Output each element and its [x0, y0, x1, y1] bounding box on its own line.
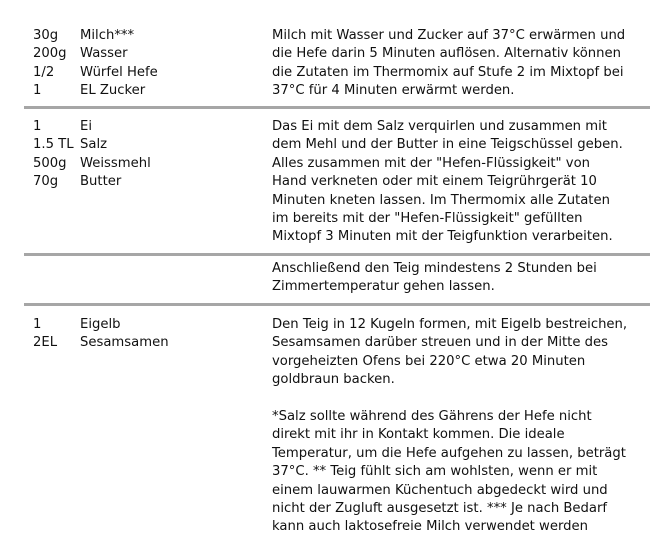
ingredient-name: Ei [80, 119, 92, 134]
ingredient-amount: 1 [33, 83, 42, 99]
instruction-paragraph: Anschließend den Teig mindestens 2 Stunden bei Zimmertemperatur gehen lassen. [272, 261, 597, 295]
ingredient-name: Butter [80, 174, 122, 190]
ingredient-list [24, 260, 272, 299]
ingredient-name: Weissmehl [80, 155, 151, 171]
ingredient-amount: 1 [33, 119, 42, 134]
ingredient-row [24, 45, 272, 63]
ingredient-row [24, 334, 272, 352]
ingredient-name: Eigelb [80, 317, 121, 332]
ingredient-amount: 200g [33, 46, 67, 62]
ingredient-amount: 2EL [33, 335, 58, 351]
ingredient-name: Sesamsamen [80, 335, 169, 351]
ingredient-row [24, 316, 272, 334]
ingredient-amount: 1.5 TL [33, 137, 74, 153]
ingredient-list [24, 316, 272, 537]
instruction-paragraph: Das Ei mit dem Salz verquirlen und zusammen mit dem Mehl und der Butter in eine Teigschüssel geben. Alles zusammen mit der "Hefen-Flüssigkeit" von Hand verkneten oder mit einem Teigrührgerät 10 Minuten kneten lassen. Im Thermomix alle Zutaten im bereits mit der "Hefen-Flüssigkeit" gefüllten Mixtopf 3 Minuten mit der Teigfunktion verarbeiten. [272, 119, 623, 245]
ingredient-amount: 1 [33, 317, 42, 332]
ingredient-list [24, 118, 272, 248]
section-divider [24, 253, 650, 256]
ingredient-list [24, 27, 272, 106]
ingredient-row [24, 118, 272, 136]
recipe-section-1 [24, 27, 650, 106]
instruction-paragraph: Milch mit Wasser und Zucker auf 37°C erwärmen und die Hefe darin 5 Minuten auflösen. Alternativ können die Zutaten im Thermomix auf Stufe 2 im Mixtopf bei 37°C für 4 Minuten erwärmt werden. [272, 28, 626, 99]
ingredient-amount: 1/2 [33, 64, 55, 80]
footnote-paragraph: *Salz sollte während des Gährens der Hefe nicht direkt mit ihr in Kontakt kommen. Die ideale Temperatur, um die Hefe aufgehen zu lassen, beträgt 37°C. ** Teig fühlt sich am wohlsten, wenn er mit einem lauwarmen Küchentuch abgedeckt wird und nicht der Zugluft ausgesetzt ist. *** Je nach Bedarf kann auch laktosefreie Milch verwendet werden [272, 409, 626, 535]
recipe-section-2 [24, 118, 650, 248]
ingredient-amount: 30g [33, 28, 59, 43]
instruction-text [272, 27, 628, 106]
recipe-section-4 [24, 316, 650, 537]
ingredient-name: Wasser [80, 46, 128, 62]
ingredient-row [24, 82, 272, 100]
ingredient-row [24, 155, 272, 173]
ingredient-name: Salz [80, 137, 108, 153]
ingredient-row [24, 27, 272, 45]
section-divider [24, 303, 650, 306]
section-divider [24, 106, 650, 109]
recipe-section-3 [24, 260, 650, 299]
ingredient-name: Würfel Hefe [80, 64, 158, 80]
ingredient-name: EL Zucker [80, 83, 146, 99]
ingredient-name: Milch*** [80, 28, 135, 43]
ingredient-amount: 500g [33, 155, 67, 171]
ingredient-row [24, 64, 272, 82]
instruction-text [272, 316, 628, 537]
ingredient-row [24, 173, 272, 191]
instruction-text [272, 118, 628, 248]
ingredient-row [24, 136, 272, 154]
instruction-paragraph: Den Teig in 12 Kugeln formen, mit Eigelb bestreichen, Sesamsamen darüber streuen und in der Mitte des vorgeheizten Ofens bei 220°C etwa 20 Minuten goldbraun backen. [272, 317, 628, 388]
instruction-text [272, 260, 628, 299]
ingredient-amount: 70g [33, 174, 59, 190]
recipe-table [24, 27, 650, 537]
